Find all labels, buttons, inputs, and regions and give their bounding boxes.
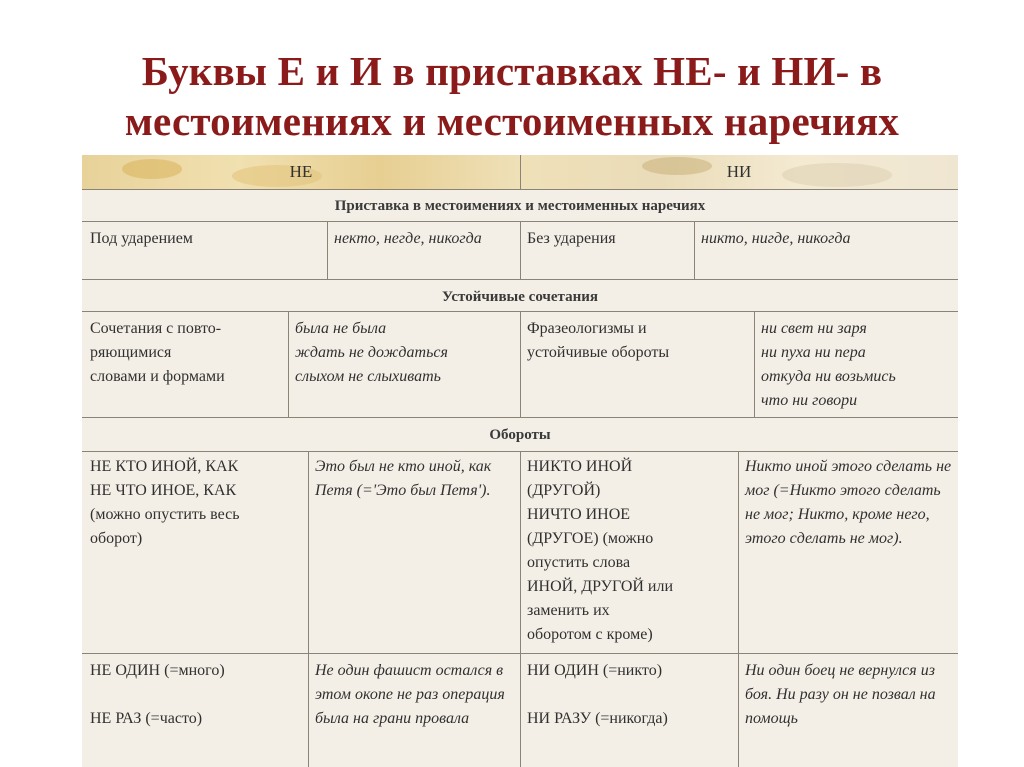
r2-ne-condition: Сочетания с повто- ряющимися словами и формами — [90, 320, 225, 385]
r4-ni-example: Ни один боец не вернулся из боя. Ни разу он не позвал на помощь — [745, 662, 936, 727]
row-divider — [82, 189, 958, 190]
r4-ne-condition-1: НЕ ОДИН (=много) — [90, 662, 225, 679]
title-line-2: местоимениях и местоименных наречиях — [124, 98, 900, 144]
slide-title — [0, 46, 1024, 146]
row-divider — [82, 279, 958, 280]
r2-ne-example: была не была ждать не дождаться слыхом не слыхивать — [295, 320, 448, 385]
r4-ni-condition-1: НИ ОДИН (=никто) — [527, 662, 663, 679]
r1-ni-condition: Без ударения — [527, 230, 616, 247]
r3-ne-condition: НЕ КТО ИНОЙ, КАК НЕ ЧТО ИНОЕ, КАК (можно опустить весь оборот) — [90, 458, 240, 547]
column-header-ni: НИ — [726, 162, 752, 181]
rules-table — [82, 155, 958, 767]
r2-ni-example: ни свет ни заря ни пуха ни пера откуда ни возьмись что ни говори — [761, 320, 896, 409]
r1-ne-condition: Под ударением — [90, 230, 193, 247]
r3-ne-example: Это был не кто иной, как Петя (='Это был Петя'). — [315, 458, 492, 499]
r3-ni-condition: НИКТО ИНОЙ (ДРУГОЙ) НИЧТО ИНОЕ (ДРУГОЕ) (можно опустить слова ИНОЙ, ДРУГОЙ или заменить их оборотом с кроме) — [527, 458, 674, 643]
title-line-1: Буквы Е и И в приставках НЕ- и НИ- в — [141, 48, 883, 94]
section-header-prefix: Приставка в местоимениях и местоименных наречиях — [334, 198, 706, 214]
section-header-stable: Устойчивые сочетания — [441, 289, 599, 305]
r2-ni-condition: Фразеологизмы и устойчивые обороты — [527, 320, 670, 361]
r1-ni-example: никто, нигде, никогда — [701, 230, 851, 247]
r4-ne-example: Не один фашист остался в этом окопе не раз операция была на грани провала — [315, 662, 505, 727]
r4-ni-condition-2: НИ РАЗУ (=никогда) — [527, 710, 668, 727]
row-divider — [82, 417, 958, 418]
section-header-turns: Обороты — [489, 427, 551, 443]
r4-ne-condition-2: НЕ РАЗ (=часто) — [90, 710, 203, 727]
r3-ni-example: Никто иной этого сделать не мог (=Никто этого сделать не мог; Никто, кроме него, этого сделать не мог). — [745, 458, 952, 547]
r1-ne-example: некто, негде, никогда — [334, 230, 482, 247]
column-header-ne: НЕ — [289, 162, 313, 181]
